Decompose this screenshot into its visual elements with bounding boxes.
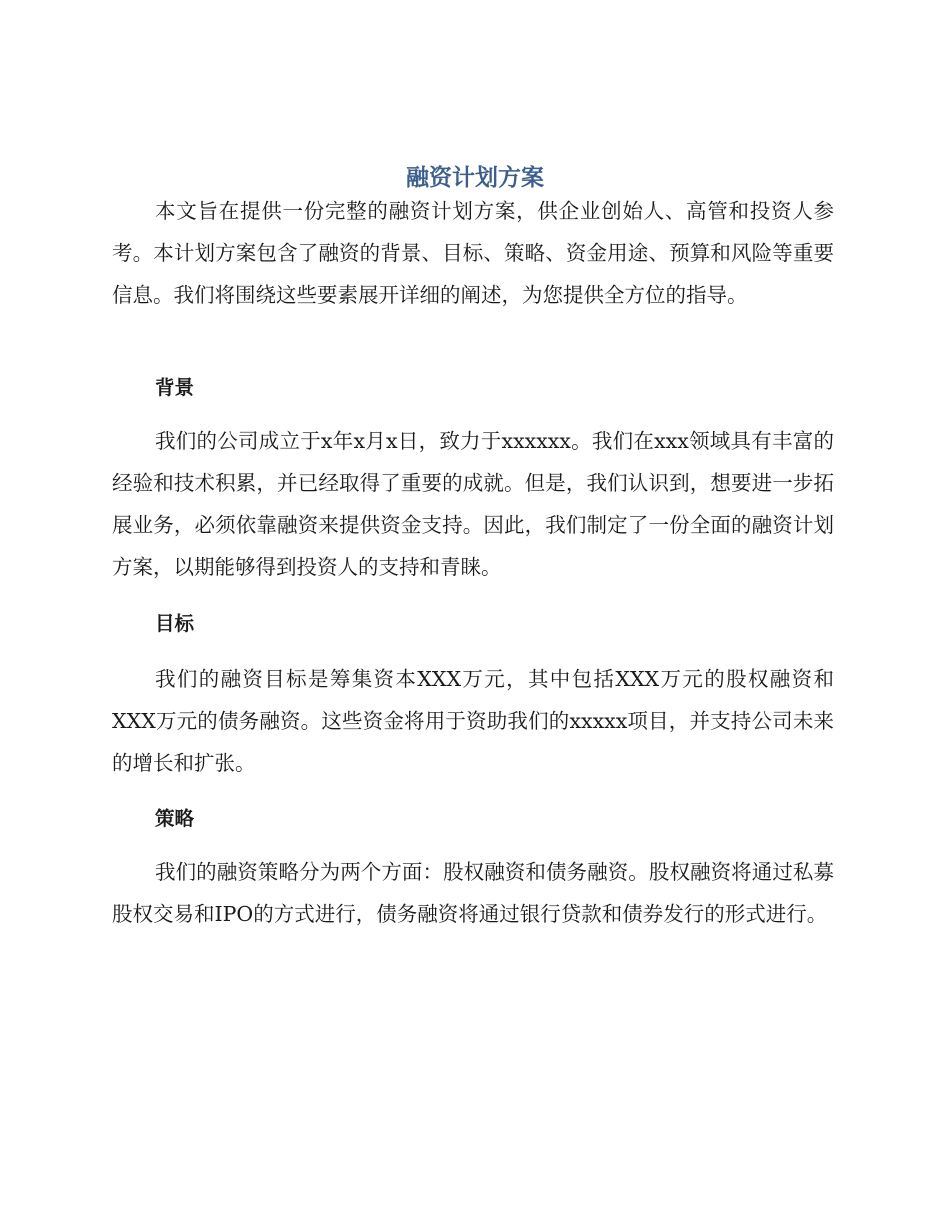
document-title: 融资计划方案 <box>406 165 544 192</box>
section-body-background: 我们的公司成立于x年x月x日，致力于xxxxxx。我们在xxx领域具有丰富的经验和技术积累，并已经取得了重要的成就。但是，我们认识到，想要进一步拓展业务，必须依靠融资来提供资金支持。因此，我们制定了一份全面的融资计划方案，以期能够得到投资人的支持和青睐。 <box>112 429 834 579</box>
section-heading-strategy: 策略 <box>155 807 195 830</box>
section-body-strategy: 我们的融资策略分为两个方面：股权融资和债务融资。股权融资将通过私募股权交易和IPO的方式进行，债务融资将通过银行贷款和债券发行的形式进行。 <box>112 860 834 926</box>
section-body-goal: 我们的融资目标是筹集资本XXX万元，其中包括XXX万元的股权融资和XXX万元的债务融资。这些资金将用于资助我们的xxxxx项目，并支持公司未来的增长和扩张。 <box>112 667 834 775</box>
intro-paragraph: 本文旨在提供一份完整的融资计划方案，供企业创始人、高管和投资人参考。本计划方案包含了融资的背景、目标、策略、资金用途、预算和风险等重要信息。我们将围绕这些要素展开详细的阐述，为您提供全方位的指导。 <box>112 199 834 307</box>
section-heading-background: 背景 <box>155 376 195 399</box>
section-heading-goal: 目标 <box>155 612 195 635</box>
